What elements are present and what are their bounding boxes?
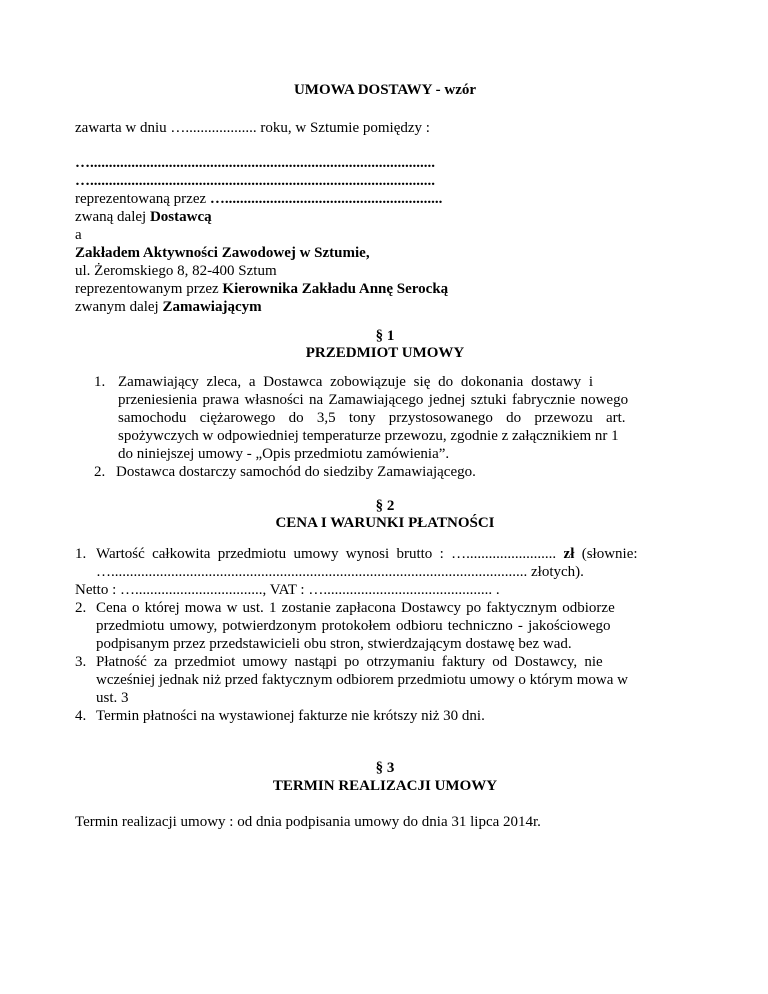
section1-heading: PRZEDMIOT UMOWY [305,345,465,361]
price-gross-text: Wartość całkowita przedmiotu umowy wynosi brutto : …........................ [96,546,564,562]
section3-mark: § 3 [375,760,395,776]
section2-item3-line-1: Płatność za przedmiot umowy nastąpi po otrzymaniu faktury od Dostawcy, nie [96,654,603,670]
section2-item4-number: 4. [75,708,87,724]
section2-mark: § 2 [375,498,395,514]
section1-item1-line-2: przeniesienia prawa własności na Zamawiającego jednej sztuki fabrycznie nowego [118,392,629,408]
section2-item3-number: 3. [75,654,87,670]
section2-item1-line-2: …............................................................................................................... złotych). [96,564,584,580]
party-blank-1: …............................................................................................ [75,155,435,171]
section1-item1-line-5: do niniejszej umowy - „Opis przedmiotu zamówienia”. [118,446,450,462]
intro-line: zawarta w dniu …................... roku, w Sztumie pomiędzy : [75,120,430,136]
price-words-label: (słownie: [574,546,638,562]
represented-by-blank: ….......................................................... [209,191,443,207]
section2-item3-line-3: ust. 3 [96,690,129,706]
section2-item2-number: 2. [75,600,87,616]
supplier-called-line [75,208,212,226]
buyer-name: Zakładem Aktywności Zawodowej w Sztumie, [75,245,370,261]
section2-item1-line-1 [96,545,638,563]
section2-heading: CENA I WARUNKI PŁATNOŚCI [275,515,495,531]
buyer-rep-line [75,280,448,298]
section1-item1-line-3: samochodu ciężarowego do 3,5 tony przystosowanego do przewozu art. [118,410,626,426]
netto-vat-line: Netto : ….................................., VAT : …............................................. . [75,582,500,598]
section1-item2-text: Dostawca dostarczy samochód do siedziby Zamawiającego. [116,464,476,480]
buyer-called-name: Zamawiającym [162,299,262,315]
line-text: Zamawiający zleca, a Dostawca zobowiązuje się do dokonania dostawy i [118,374,593,390]
buyer-address: ul. Żeromskiego 8, 82-400 Sztum [75,263,277,279]
buyer-called-line [75,298,262,316]
title-main: UMOWA DOSTAWY [293,82,432,98]
section1-item1-line-4: spożywczych w odpowiedniej temperaturze przewozu, zgodnie z załącznikiem nr 1 [118,428,619,444]
supplier-called-name: Dostawcą [149,209,212,225]
title-suffix: - wzór [431,82,477,98]
buyer-called-label: zwanym dalej [75,299,163,315]
section2-item3-line-2: wcześniej jednak niż przed faktycznym odbiorem przedmiotu umowy o którym mowa w [96,672,628,688]
buyer-rep-label: reprezentowanym przez [75,281,223,297]
section1-mark: § 1 [375,328,395,344]
represented-by-label: reprezentowaną przez [75,191,210,207]
section2-item4-text: Termin płatności na wystawionej fakturze nie krótszy niż 30 dni. [96,708,485,724]
section2-item2-line-3: podpisanym przez przedstawicieli obu stron, stwierdzającym dostawę bez wad. [96,636,572,652]
section3-heading: TERMIN REALIZACJI UMOWY [272,778,498,794]
party-blank-2: …............................................................................................ [75,173,435,189]
and-line: a [75,227,82,243]
section1-item1-number: 1. [94,374,106,390]
buyer-rep-name: Kierownika Zakładu Annę Serocką [222,281,449,297]
section3-text: Termin realizacji umowy : od dnia podpisania umowy do dnia 31 lipca 2014r. [75,814,541,830]
document-title [75,81,695,99]
currency-label: zł [563,546,575,562]
section2-item2-line-2: przedmiotu umowy, potwierdzonym protokołem odbioru techniczno - jakościowego [96,618,611,634]
section1-item1-line-1 [118,373,695,391]
section1-item2-number: 2. [94,464,106,480]
section2-item2-line-1: Cena o której mowa w ust. 1 zostanie zapłacona Dostawcy po faktycznym odbiorze [96,600,615,616]
supplier-called-label: zwaną dalej [75,209,150,225]
section2-item1-number: 1. [75,546,87,562]
represented-by-line [75,190,442,208]
